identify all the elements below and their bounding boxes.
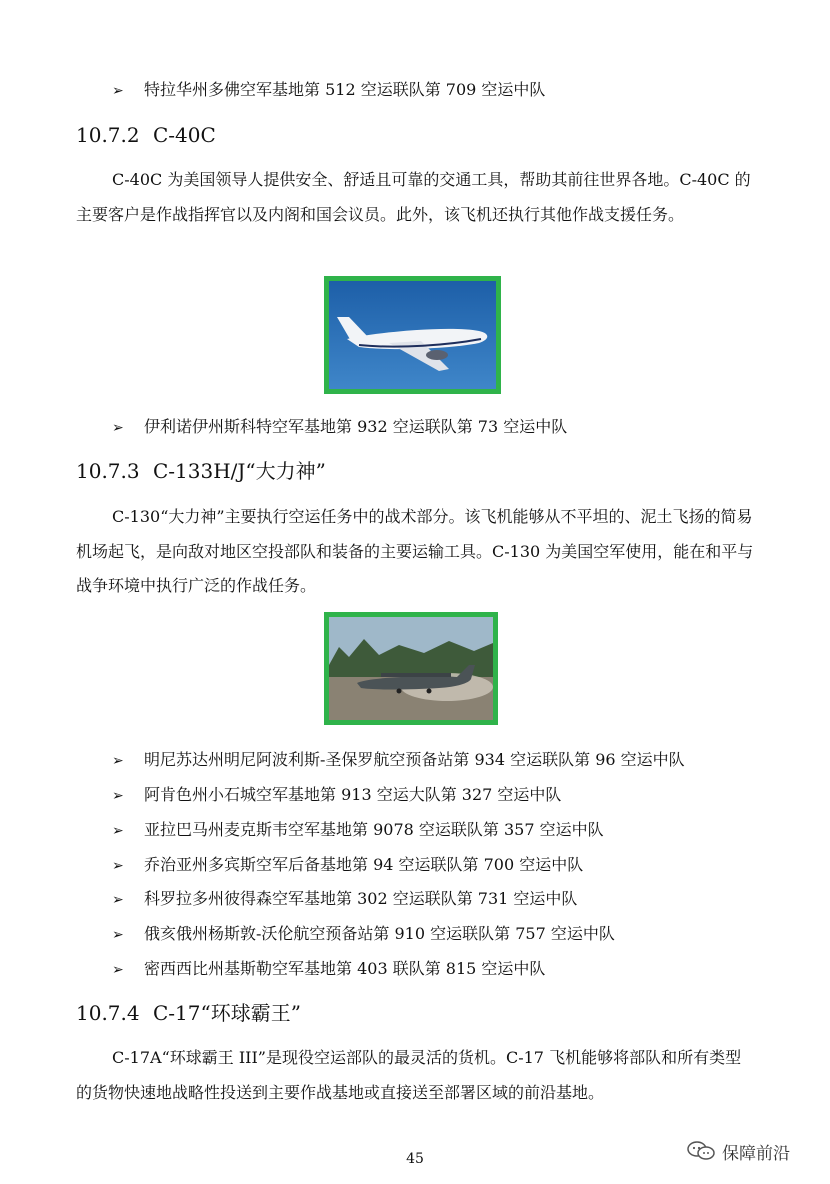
list-item	[112, 416, 567, 439]
list-item	[112, 958, 545, 981]
list-item-text: 特拉华州多佛空军基地第 512 空运联队第 709 空运中队	[144, 80, 546, 99]
bullet-arrow-icon: ➢	[112, 753, 124, 769]
c40-aircraft-image	[329, 281, 496, 389]
bullet-arrow-icon: ➢	[112, 823, 124, 839]
section-heading-c17	[76, 1000, 301, 1026]
section-heading-c40	[76, 122, 216, 148]
c40-aircraft-photo	[324, 276, 501, 394]
list-item	[112, 784, 561, 807]
list-item-text: 密西西比州基斯勒空军基地第 403 联队第 815 空运中队	[144, 959, 546, 978]
bullet-arrow-icon: ➢	[112, 420, 124, 436]
list-item	[112, 79, 545, 102]
section-title: C-40C	[153, 123, 216, 147]
page-number: 45	[406, 1151, 424, 1167]
section-paragraph-c130	[76, 500, 756, 604]
list-item	[112, 749, 685, 772]
c130-aircraft-image	[329, 617, 493, 720]
bullet-arrow-icon: ➢	[112, 858, 124, 874]
list-item-text: 俄亥俄州杨斯敦-沃伦航空预备站第 910 空运联队第 757 空运中队	[144, 924, 615, 943]
section-heading-c130	[76, 458, 326, 484]
list-item	[112, 923, 615, 946]
section-paragraph-c17	[76, 1041, 756, 1110]
section-number: 10.7.4	[76, 1001, 140, 1025]
section-title: C-133H/J“大力神”	[153, 459, 326, 483]
list-item-text: 伊利诺伊州斯科特空军基地第 932 空运联队第 73 空运中队	[144, 417, 568, 436]
section-paragraph-c40	[76, 163, 756, 232]
list-item	[112, 854, 583, 877]
list-item-text: 阿肯色州小石城空军基地第 913 空运大队第 327 空运中队	[144, 785, 562, 804]
bullet-arrow-icon: ➢	[112, 892, 124, 908]
list-item	[112, 819, 604, 842]
paragraph-text: C-130“大力神”主要执行空运任务中的战术部分。该飞机能够从不平坦的、泥土飞扬的简易机场起飞，是向敌对地区空投部队和装备的主要运输工具。C-130 为美国空军使用，能在和平与战争环境中执行广泛的作战任务。	[76, 507, 754, 595]
wechat-icon	[686, 1140, 716, 1162]
section-title: C-17“环球霸王”	[153, 1001, 301, 1025]
list-item-text: 明尼苏达州明尼阿波利斯-圣保罗航空预备站第 934 空运联队第 96 空运中队	[144, 750, 685, 769]
bullet-arrow-icon: ➢	[112, 927, 124, 943]
list-item-text: 乔治亚州多宾斯空军后备基地第 94 空运联队第 700 空运中队	[144, 855, 584, 874]
list-item	[112, 888, 577, 911]
section-number: 10.7.2	[76, 123, 140, 147]
watermark-text: 保障前沿	[722, 1144, 790, 1164]
c130-aircraft-photo	[324, 612, 498, 725]
paragraph-text: C-17A“环球霸王 III”是现役空运部队的最灵活的货机。C-17 飞机能够将部队和所有类型的货物快速地战略性投送到主要作战基地或直接送至部署区域的前沿基地。	[76, 1048, 742, 1102]
bullet-arrow-icon: ➢	[112, 83, 124, 99]
list-item-text: 科罗拉多州彼得森空军基地第 302 空运联队第 731 空运中队	[144, 889, 578, 908]
section-number: 10.7.3	[76, 459, 140, 483]
paragraph-text: C-40C 为美国领导人提供安全、舒适且可靠的交通工具，帮助其前往世界各地。C-40C 的主要客户是作战指挥官以及内阁和国会议员。此外，该飞机还执行其他作战支援任务。	[76, 170, 751, 224]
list-item-text: 亚拉巴马州麦克斯韦空军基地第 9078 空运联队第 357 空运中队	[144, 820, 604, 839]
bullet-arrow-icon: ➢	[112, 962, 124, 978]
bullet-arrow-icon: ➢	[112, 788, 124, 804]
